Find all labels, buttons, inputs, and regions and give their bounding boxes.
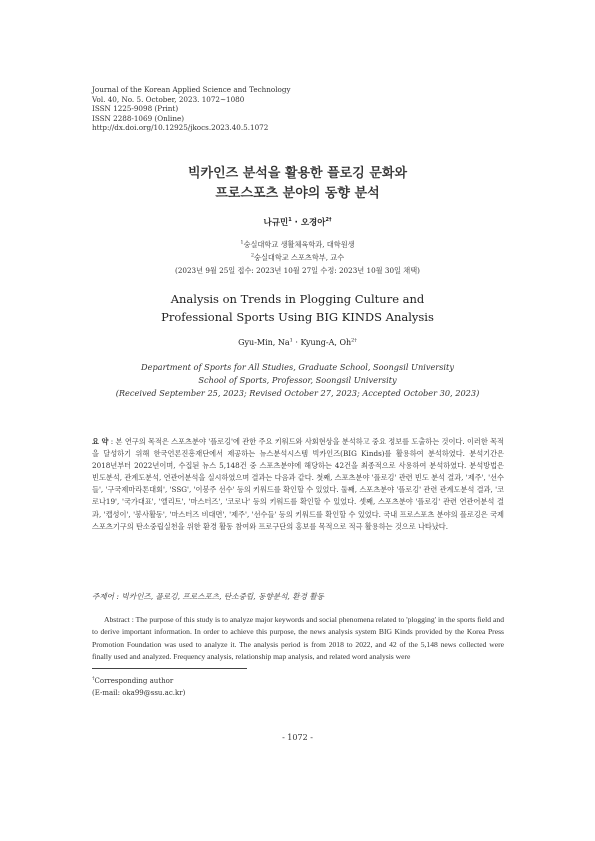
en-author-1-name: Gyu-Min, Na (238, 338, 290, 347)
korean-affiliation-1 (0, 240, 595, 250)
english-authors (0, 338, 595, 347)
english-abstract (92, 614, 504, 663)
footnote-divider (92, 668, 247, 669)
issn-print: ISSN 1225-9098 (Print) (92, 104, 179, 114)
english-title-line-2: Professional Sports Using BIG KINDS Analysis (161, 310, 434, 324)
en-author-2-sup: 2† (351, 337, 357, 344)
journal-name: Journal of the Korean Applied Science and Technology (92, 85, 291, 94)
affiliation-1-sup: 1 (240, 239, 244, 246)
english-affiliation-1: Department of Sports for All Studies, Graduate School, Soongsil University (141, 362, 454, 372)
page-number: - 1072 - (282, 733, 313, 742)
en-author-2-name: Kyung-A, Oh (300, 338, 352, 347)
footnote (92, 675, 185, 699)
issn-online: ISSN 2288-1069 (Online) (92, 113, 185, 123)
author-1-sup: 1 (288, 217, 292, 224)
footnote-label: Corresponding author (94, 677, 174, 685)
korean-dates: (2023년 9월 25일 접수: 2023년 10월 27일 수정: 2023년 10월 30일 채택) (175, 266, 420, 275)
english-title-line-1: Analysis on Trends in Plogging Culture and (170, 292, 425, 306)
korean-authors (0, 216, 595, 228)
korean-abstract (92, 436, 504, 533)
english-received-dates: (Received September 25, 2023; Revised October 27, 2023; Accepted October 30, 2023) (115, 388, 480, 398)
affiliation-1-text: 숭실대학교 생활체육학과, 대학원생 (243, 240, 355, 249)
english-abstract-text: : The purpose of this study is to analyze major keywords and social phenomena related to 'plogging' in the sports field and to derive important information. In order to achieve this purpose, the news analysis system BIG Kinds provided by the Korea Press Promotion Foundation was used to analyze it. The analysis period is from 2018 to 2022, and 42 of the 5,148 news collected were finally used and analyzed. Frequency analysis, relationship map analysis, and related word analysis were (92, 615, 504, 661)
korean-title-line-2: 프로스포츠 분야의 동향 분석 (215, 186, 380, 201)
en-author-1-sup: 1 (289, 337, 293, 344)
journal-volume: Vol. 40, No. 5. October, 2023. 1072~1080 (92, 94, 245, 104)
author-2-name: 오경아 (300, 218, 326, 228)
affiliation-2-sup: 2 (250, 252, 254, 259)
doi-link[interactable]: http://dx.doi.org/10.12925/jkocs.2023.40.5.1072 (92, 123, 269, 133)
affiliation-2-text: 숭실대학교 스포츠학부, 교수 (254, 253, 345, 262)
korean-abstract-text: : 본 연구의 목적은 스포츠분야 '플로깅'에 관한 주요 키워드와 사회현상을 분석하고 중요 정보를 도출하는 것이다. 이러한 목적을 달성하기 위해 한국언론진흥재단에서 제공하는 뉴스분석시스템 빅카인즈(BIG Kinds)를 활용하여 분석하였다. 분석기간은 2018년부터 2022년이며, 수집된 뉴스 5,148건 중 스포츠분야에 해당하는 42건을 최종적으로 사용하여 분석하였다. 분석방법은 빈도분석, 관계도분석, 연관어분석을 실시하였으며 결과는 다음과 같다. 첫째, 스포츠분야 '플로깅' 관련 빈도 분석 결과, '제주', '선수들', '구국제마라톤대회', 'SSG', '이봉주 선수' 등의 키워드를 확인할 수 있었다. 둘째, 스포츠분야 '플로깅' 관련 관계도분석 결과, '코로나19', '국가대표', '엘리트', '마스터즈', '코로나' 등의 키워드를 확인할 수 있었다. 셋째, 스포츠분야 '플로깅' 관련 연관어분석 결과, '캡성이', '봉사활동', '마스터즈 비대면', '제주', '선수들' 등의 키워드를 확인할 수 있었다. 국내 프로스포츠 분야의 플로깅은 국제 스포츠기구의 탄소중립실천을 위한 환경 활동 참여와 프로구단의 홍보를 목적으로 적극 활용하는 것으로 나타났다. (92, 437, 505, 531)
footnote-email: (E-mail: oka99@ssu.ac.kr) (92, 689, 186, 697)
author-separator: · (291, 218, 301, 228)
english-abstract-label: Abstract (104, 615, 130, 624)
korean-title-line-1: 빅카인즈 분석을 활용한 플로깅 문화와 (187, 166, 408, 181)
journal-meta (92, 85, 291, 133)
footnote-mark: † (92, 675, 95, 682)
korean-affiliation-2 (0, 253, 595, 263)
en-author-separator: · (292, 338, 301, 347)
korean-keywords: 주제어 : 빅카인즈, 플로깅, 프로스포츠, 탄소중립, 동향분석, 환경 활동 (92, 592, 324, 601)
author-1-name: 나규민 (263, 218, 289, 228)
author-2-sup: 2† (325, 217, 332, 224)
english-affiliation-2: School of Sports, Professor, Soongsil University (198, 375, 397, 385)
korean-abstract-label: 요 약 (92, 437, 109, 446)
